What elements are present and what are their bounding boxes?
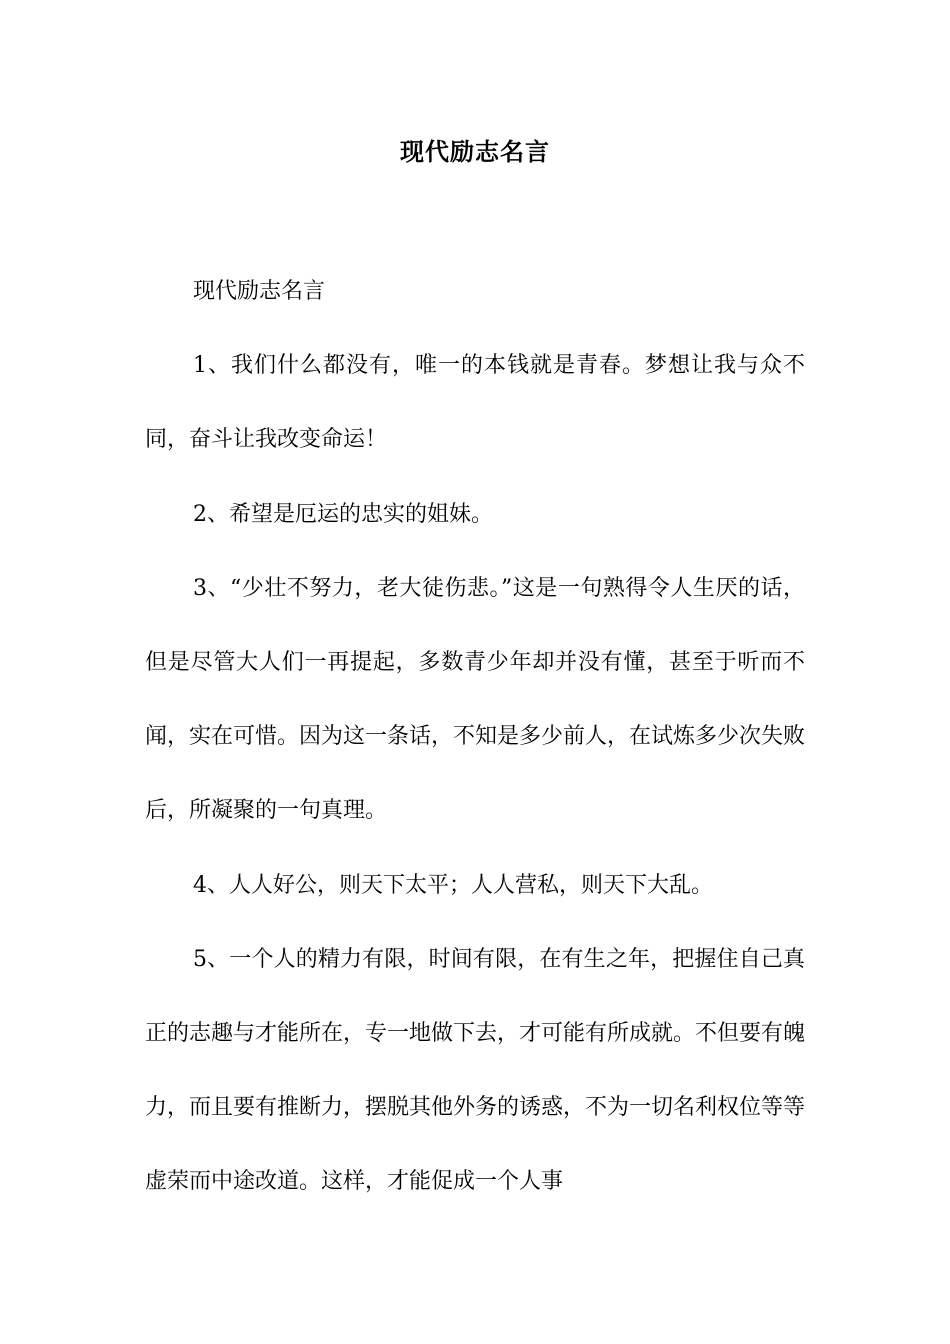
paragraph-quote-2: 2、希望是厄运的忠实的姐妹。	[193, 501, 493, 527]
document-title: 现代励志名言	[400, 138, 550, 166]
paragraph-quote-5: 5、一个人的精力有限，时间有限，在有生之年，把握住自己真正的志趣与才能所在，专一地做下去，才可能有所成就。不但要有魄力，而且要有推断力，摆脱其他外务的诱惑，不为一切名利权位等等虚荣而中途改道。这样，才能促成一个人事	[145, 946, 806, 1195]
paragraph-quote-1: 1、我们什么都没有，唯一的本钱就是青春。梦想让我与众不同，奋斗让我改变命运！	[145, 353, 805, 453]
paragraph-quote-4: 4、人人好公，则天下太平；人人营私，则天下大乱。	[193, 872, 713, 898]
paragraph-heading: 现代励志名言	[193, 279, 326, 304]
paragraph-quote-3: 3、“少壮不努力，老大徒伤悲。”这是一句熟得令人生厌的话，但是尽管大人们一再提起，多数青少年却并没有懂，甚至于听而不闻，实在可惜。因为这一条话，不知是多少前人，在试炼多少次失败后，所凝聚的一句真理。	[145, 575, 806, 824]
document-body	[145, 255, 805, 1220]
